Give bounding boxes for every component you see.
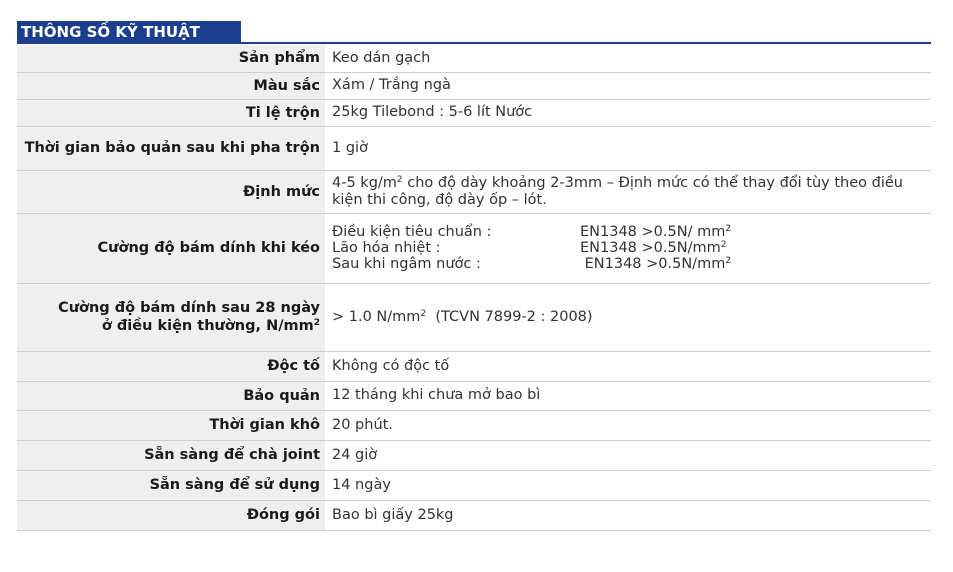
row-value: Xám / Trắng ngà [325,72,931,99]
table-row [17,170,931,213]
row-label: Sẵn sàng để sử dụng [17,470,325,500]
table-row [17,500,931,530]
row-label: Thời gian bảo quản sau khi pha trộn [17,126,325,170]
value-text: > 1.0 N/mm [332,308,421,325]
condition-name: Lão hóa nhiệt : [332,240,441,256]
superscript: 2 [420,308,427,319]
row-value: Bao bì giấy 25kg [325,500,931,530]
superscript: 2 [396,174,403,185]
table-row [17,440,931,470]
condition-name: Điều kiện tiêu chuẩn : [332,224,492,240]
row-value: Không có độc tố [325,351,931,381]
row-value: 14 ngày [325,470,931,500]
table-row [17,213,931,283]
row-value: 1 giờ [325,126,931,170]
row-label: Cường độ bám dính khi kéo [17,213,325,283]
condition-name: Sau khi ngâm nước : [332,256,481,272]
table-row [17,381,931,410]
table-row [17,470,931,500]
row-label: Sản phẩm [17,45,325,72]
row-value: Keo dán gạch [325,45,931,72]
value-text: (TCVN 7899-2 : 2008) [426,308,593,325]
row-label: Ti lệ trộn [17,99,325,126]
row-value: 12 tháng khi chưa mở bao bì [325,381,931,410]
table-row [17,351,931,381]
table-row [17,126,931,170]
table-row [17,283,931,351]
row-label: Sẵn sàng để chà joint [17,440,325,470]
table-row [17,410,931,440]
row-label: Thời gian khô [17,410,325,440]
condition-spec: EN1348 >0.5N/ $mm^2$ [580,224,732,240]
value-text: cho độ dày khoảng 2-3mm – Định mức có thể thay đổi tùy theo điều kiện thi công, độ dày ốp – lót. [332,174,903,208]
row-label: Độc tố [17,351,325,381]
table-row [17,72,931,99]
table-row [17,45,931,72]
condition-spec: $EN1348 >0.5N/mm^2$ [580,256,732,272]
value-text: 4-5 kg/m [332,174,397,191]
row-value: 20 phút. [325,410,931,440]
row-label: Bảo quản [17,381,325,410]
row-label: Màu sắc [17,72,325,99]
spec-table [17,45,931,531]
row-value: 24 giờ [325,440,931,470]
row-value [325,213,931,283]
row-value: 25kg Tilebond : 5-6 lít Nước [325,99,931,126]
condition-spec: $EN1348 >0.5N/mm^2$ [580,240,727,256]
section-divider [17,42,931,44]
row-label: Đóng gói [17,500,325,530]
table-row [17,99,931,126]
row-label: Cường độ bám dính sau 28 ngày ở điều kiện thường, $N/mm^2$ [17,283,325,351]
condition-list [332,224,931,272]
row-label: Định mức [17,170,325,213]
row-value [325,170,931,213]
row-value [325,283,931,351]
section-title: THÔNG SỐ KỸ THUẬT [17,21,241,43]
